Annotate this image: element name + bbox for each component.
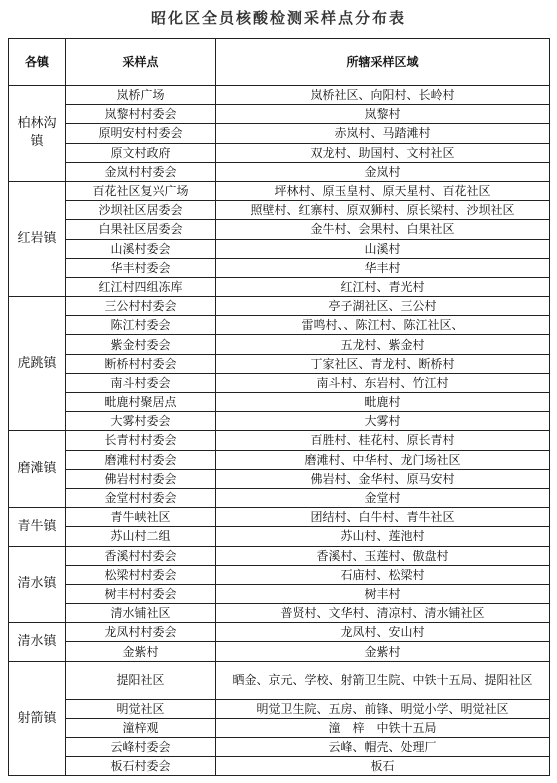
area-cell: 坪林村、原玉皇村、原天星村、百花社区 [216, 181, 550, 200]
table-header-row [9, 39, 550, 86]
area-cell: 岚桥社区、向阳村、长岭村 [216, 86, 550, 105]
site-cell: 潼梓观 [66, 718, 216, 737]
area-cell: 石庙村、松梁村 [216, 565, 550, 584]
table-row [9, 431, 550, 450]
site-cell: 沙坝社区居委会 [66, 201, 216, 220]
site-cell: 金岚村村委会 [66, 162, 216, 181]
site-cell: 岚黎村村委会 [66, 105, 216, 124]
area-cell: 云峰、帽壳、处理厂 [216, 738, 550, 757]
site-cell: 龙凤村村委会 [66, 623, 216, 642]
town-cell: 红岩镇 [9, 181, 66, 296]
header-town: 各镇 [9, 39, 66, 86]
table-row [9, 86, 550, 105]
table-row [9, 699, 550, 718]
area-cell: 佛岩村、金华村、原马安村 [216, 469, 550, 488]
site-cell: 板石村委会 [66, 757, 216, 776]
table-row [9, 642, 550, 661]
table-row [9, 469, 550, 488]
table-row [9, 584, 550, 603]
site-cell: 岚桥广场 [66, 86, 216, 105]
table-row [9, 373, 550, 392]
site-cell: 原明安村村委会 [66, 124, 216, 143]
site-cell: 松梁村村委会 [66, 565, 216, 584]
page-title: 昭化区全员核酸检测采样点分布表 [150, 9, 406, 27]
area-cell: 团结村、白牛村、青牛社区 [216, 508, 550, 527]
site-cell: 三公村村委会 [66, 297, 216, 316]
site-cell: 毗鹿村聚居点 [66, 393, 216, 412]
area-cell: 华丰村 [216, 258, 550, 277]
site-cell: 华丰村委会 [66, 258, 216, 277]
table-row [9, 220, 550, 239]
table-row [9, 181, 550, 200]
site-cell: 明觉社区 [66, 699, 216, 718]
site-cell: 原文村政府 [66, 143, 216, 162]
table-row [9, 450, 550, 469]
area-cell: 板石 [216, 757, 550, 776]
site-cell: 红江村四组冻库 [66, 277, 216, 296]
area-cell: 金堂村 [216, 488, 550, 507]
table-row [9, 604, 550, 623]
site-cell: 断桥村村委会 [66, 354, 216, 373]
town-cell: 射箭镇 [9, 661, 66, 776]
table-row [9, 277, 550, 296]
table-row [9, 623, 550, 642]
town-cell: 清水镇 [9, 546, 66, 623]
area-cell: 岚黎村 [216, 105, 550, 124]
site-cell: 白果社区居委会 [66, 220, 216, 239]
area-cell: 龙凤村、安山村 [216, 623, 550, 642]
area-cell: 红江村、青光村 [216, 277, 550, 296]
site-cell: 清水铺社区 [66, 604, 216, 623]
table-row [9, 124, 550, 143]
table-row [9, 546, 550, 565]
table-row [9, 508, 550, 527]
area-cell: 赤岚村、马踏滩村 [216, 124, 550, 143]
area-cell: 金岚村 [216, 162, 550, 181]
area-cell: 南斗村、东岩村、竹江村 [216, 373, 550, 392]
table-row [9, 335, 550, 354]
town-cell: 清水镇 [9, 623, 66, 661]
site-cell: 大雾村委会 [66, 412, 216, 431]
table-row [9, 412, 550, 431]
area-cell: 照壁村、红寨村、原双狮村、原长梁村、沙坝社区 [216, 201, 550, 220]
site-cell: 金堂村村委会 [66, 488, 216, 507]
table-row [9, 162, 550, 181]
area-cell: 潼 梓 中铁十五局 [216, 718, 550, 737]
table-row [9, 105, 550, 124]
table-row [9, 201, 550, 220]
area-cell: 树丰村 [216, 584, 550, 603]
site-cell: 苏山村二组 [66, 527, 216, 546]
table-row [9, 661, 550, 699]
site-cell: 百花社区复兴广场 [66, 181, 216, 200]
area-cell: 明觉卫生院、五房、前锋、明觉小学、明觉社区 [216, 699, 550, 718]
area-cell: 苏山村、莲池村 [216, 527, 550, 546]
table-row [9, 738, 550, 757]
area-cell: 普贤村、文华村、清凉村、清水铺社区 [216, 604, 550, 623]
area-cell: 雷鸣村、、陈江村、陈江社区、 [216, 316, 550, 335]
site-cell: 山溪村委会 [66, 239, 216, 258]
table-row [9, 239, 550, 258]
site-cell: 磨滩村村委会 [66, 450, 216, 469]
site-cell: 佛岩村村委会 [66, 469, 216, 488]
table-row [9, 297, 550, 316]
town-cell: 青牛镇 [9, 508, 66, 546]
area-cell: 丁家社区、青龙村、断桥村 [216, 354, 550, 373]
header-area: 所辖采样区域 [216, 39, 550, 86]
area-cell: 五龙村、紫金村 [216, 335, 550, 354]
area-cell: 毗鹿村 [216, 393, 550, 412]
town-cell: 虎跳镇 [9, 297, 66, 431]
table-row [9, 393, 550, 412]
area-cell: 大雾村 [216, 412, 550, 431]
town-cell: 磨滩镇 [9, 431, 66, 508]
table-row [9, 488, 550, 507]
area-cell: 亭子湖社区、三公村 [216, 297, 550, 316]
site-cell: 紫金村委会 [66, 335, 216, 354]
site-cell: 云峰村委会 [66, 738, 216, 757]
site-cell: 提阳社区 [66, 661, 216, 699]
site-cell: 树丰村村委会 [66, 584, 216, 603]
site-cell: 南斗村委会 [66, 373, 216, 392]
site-cell: 陈江村委会 [66, 316, 216, 335]
table-row [9, 527, 550, 546]
site-cell: 香溪村村委会 [66, 546, 216, 565]
sampling-sites-table [8, 38, 550, 776]
town-cell: 柏林沟镇 [9, 86, 66, 182]
table-row [9, 354, 550, 373]
area-cell: 百胜村、桂花村、原长青村 [216, 431, 550, 450]
table-row [9, 757, 550, 776]
table-row [9, 718, 550, 737]
area-cell: 香溪村、玉莲村、傲盘村 [216, 546, 550, 565]
site-cell: 长青村村委会 [66, 431, 216, 450]
area-cell: 金紫村 [216, 642, 550, 661]
table-row [9, 143, 550, 162]
area-cell: 晒金、京元、学校、射箭卫生院、中铁十五局、提阳社区 [216, 661, 550, 699]
table-row [9, 258, 550, 277]
header-site: 采样点 [66, 39, 216, 86]
area-cell: 金牛村、会果村、白果社区 [216, 220, 550, 239]
site-cell: 青牛峡社区 [66, 508, 216, 527]
area-cell: 双龙村、助国村、文村社区 [216, 143, 550, 162]
table-row [9, 316, 550, 335]
area-cell: 山溪村 [216, 239, 550, 258]
area-cell: 磨滩村、中华村、龙门场社区 [216, 450, 550, 469]
site-cell: 金紫村 [66, 642, 216, 661]
table-row [9, 565, 550, 584]
